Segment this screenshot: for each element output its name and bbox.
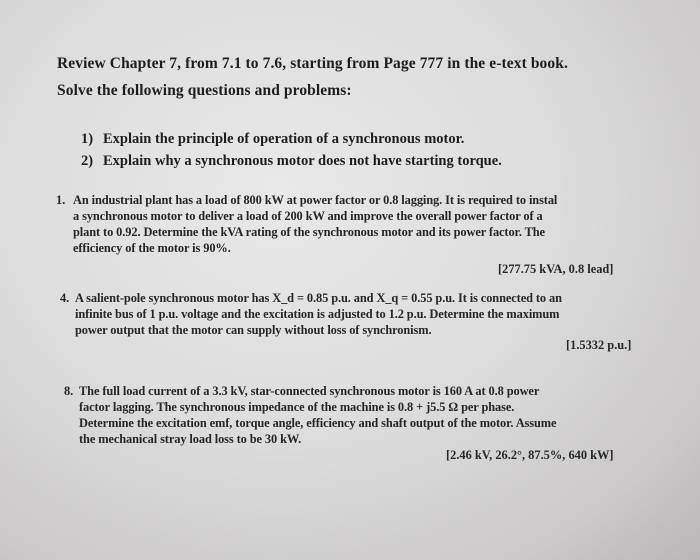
problem-4-line-3: power output that the motor can supply without loss of synchronism. [75, 323, 432, 337]
problem-1-line-3: plant to 0.92. Determine the kVA rating of the synchronous motor and its power factor. The [73, 225, 545, 239]
problem-1-line-1: An industrial plant has a load of 800 kW at power factor or 0.8 lagging. It is required to instal [73, 193, 558, 207]
problem-1-answer: [277.75 kVA, 0.8 lead] [498, 262, 614, 276]
problem-4-answer: [1.5332 p.u.] [566, 338, 632, 352]
intro-line-2: Solve the following questions and problems: [57, 82, 352, 99]
problem-8-answer: [2.46 kV, 26.2°, 87.5%, 640 kW] [446, 448, 614, 462]
problem-8-line-4: the mechanical stray load loss to be 30 kW. [79, 432, 302, 446]
problem-4-line-1: A salient-pole synchronous motor has X_d = 0.85 p.u. and X_q = 0.55 p.u. It is connected to an [75, 291, 562, 305]
problem-8-line-3: Determine the excitation emf, torque angle, efficiency and shaft output of the motor. Assume [79, 416, 557, 430]
problem-4-number: 4. [60, 291, 70, 305]
problem-8-line-1: The full load current of a 3.3 kV, star-connected synchronous motor is 160 A at 0.8 power [79, 384, 540, 398]
question-text: Explain the principle of operation of a synchronous motor. [103, 131, 465, 147]
problem-4-line-2: infinite bus of 1 p.u. voltage and the excitation is adjusted to 1.2 p.u. Determine the maximum [75, 307, 560, 321]
problem-8-number: 8. [64, 384, 74, 398]
problem-1-line-4: efficiency of the motor is 90%. [73, 241, 231, 255]
question-number: 2) [81, 153, 94, 169]
problem-8-line-2: factor lagging. The synchronous impedance of the machine is 0.8 + j5.5 Ω per phase. [79, 400, 515, 414]
problem-1-number: 1. [56, 193, 66, 207]
problem-1-line-2: a synchronous motor to deliver a load of 200 kW and improve the overall power factor of a [73, 209, 543, 223]
intro-line-1: Review Chapter 7, from 7.1 to 7.6, starting from Page 777 in the e-text book. [57, 55, 568, 72]
question-text: Explain why a synchronous motor does not have starting torque. [103, 153, 502, 169]
question-number: 1) [81, 131, 94, 147]
question-2 [81, 153, 502, 170]
question-1 [81, 131, 464, 148]
